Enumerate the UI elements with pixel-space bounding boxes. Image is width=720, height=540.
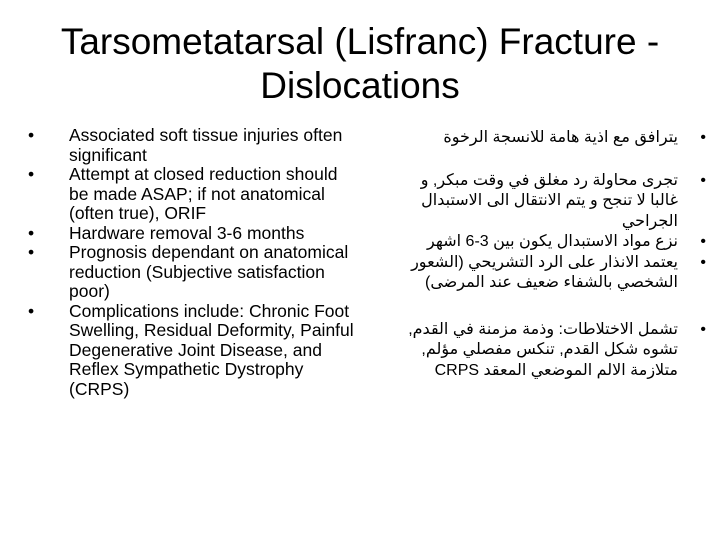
bullet-line: • تشمل الاختلاطات: وذمة مزمنة في القدم, [408, 320, 678, 338]
bullet-line: • نزع مواد الاستبدال يكون بين 3-6 اشهر [427, 233, 678, 250]
bullet-item: • Attempt at closed reduction should be made ASAP; if not anatomical (often true), ORIF [26, 165, 356, 224]
bullet-line: • يعتمد الانذار على الرد التشريحي (الشعور [411, 253, 678, 271]
bullet-item [372, 171, 708, 233]
bullet-item: • Hardware removal 3-6 months [26, 224, 356, 244]
bullet-item [372, 253, 708, 294]
bullet-item: • Complications include: Chronic Foot Swelling, Residual Deformity, Painful Degenerative Joint Disease, and Reflex Sympathetic Dystrophy (CRPS) [26, 302, 356, 400]
slide-title: Tarsometatarsal (Lisfranc) Fracture -Dislocations [60, 21, 660, 106]
bullet-line: تشوه شكل القدم, تنكس مفصلي مؤلم, [421, 341, 678, 358]
bullet-line: • يترافق مع اذية هامة للانسجة الرخوة [443, 129, 678, 146]
bullet-line: الشخصي بالشفاء ضعيف عند المرضى) [425, 274, 678, 291]
english-bullet-list [26, 126, 356, 399]
bullet-item [372, 128, 708, 149]
bullet-item [372, 232, 708, 253]
bullet-line: متلازمة الالم الموضعي المعقد CRPS [434, 361, 678, 379]
bullet-line: غالبا لا تنجح و يتم الانتقال الى الاستبدال [421, 192, 678, 209]
bullet-item [372, 320, 708, 382]
bullet-line: الجراحي [621, 212, 678, 230]
bullet-item: • Associated soft tissue injuries often significant [26, 126, 356, 165]
arabic-bullet-list [372, 128, 708, 381]
bullet-item: • Prognosis dependant on anatomical reduction (Subjective satisfaction poor) [26, 243, 356, 302]
bullet-line: • تجرى محاولة رد مغلق في وقت مبكر, و [420, 171, 678, 189]
